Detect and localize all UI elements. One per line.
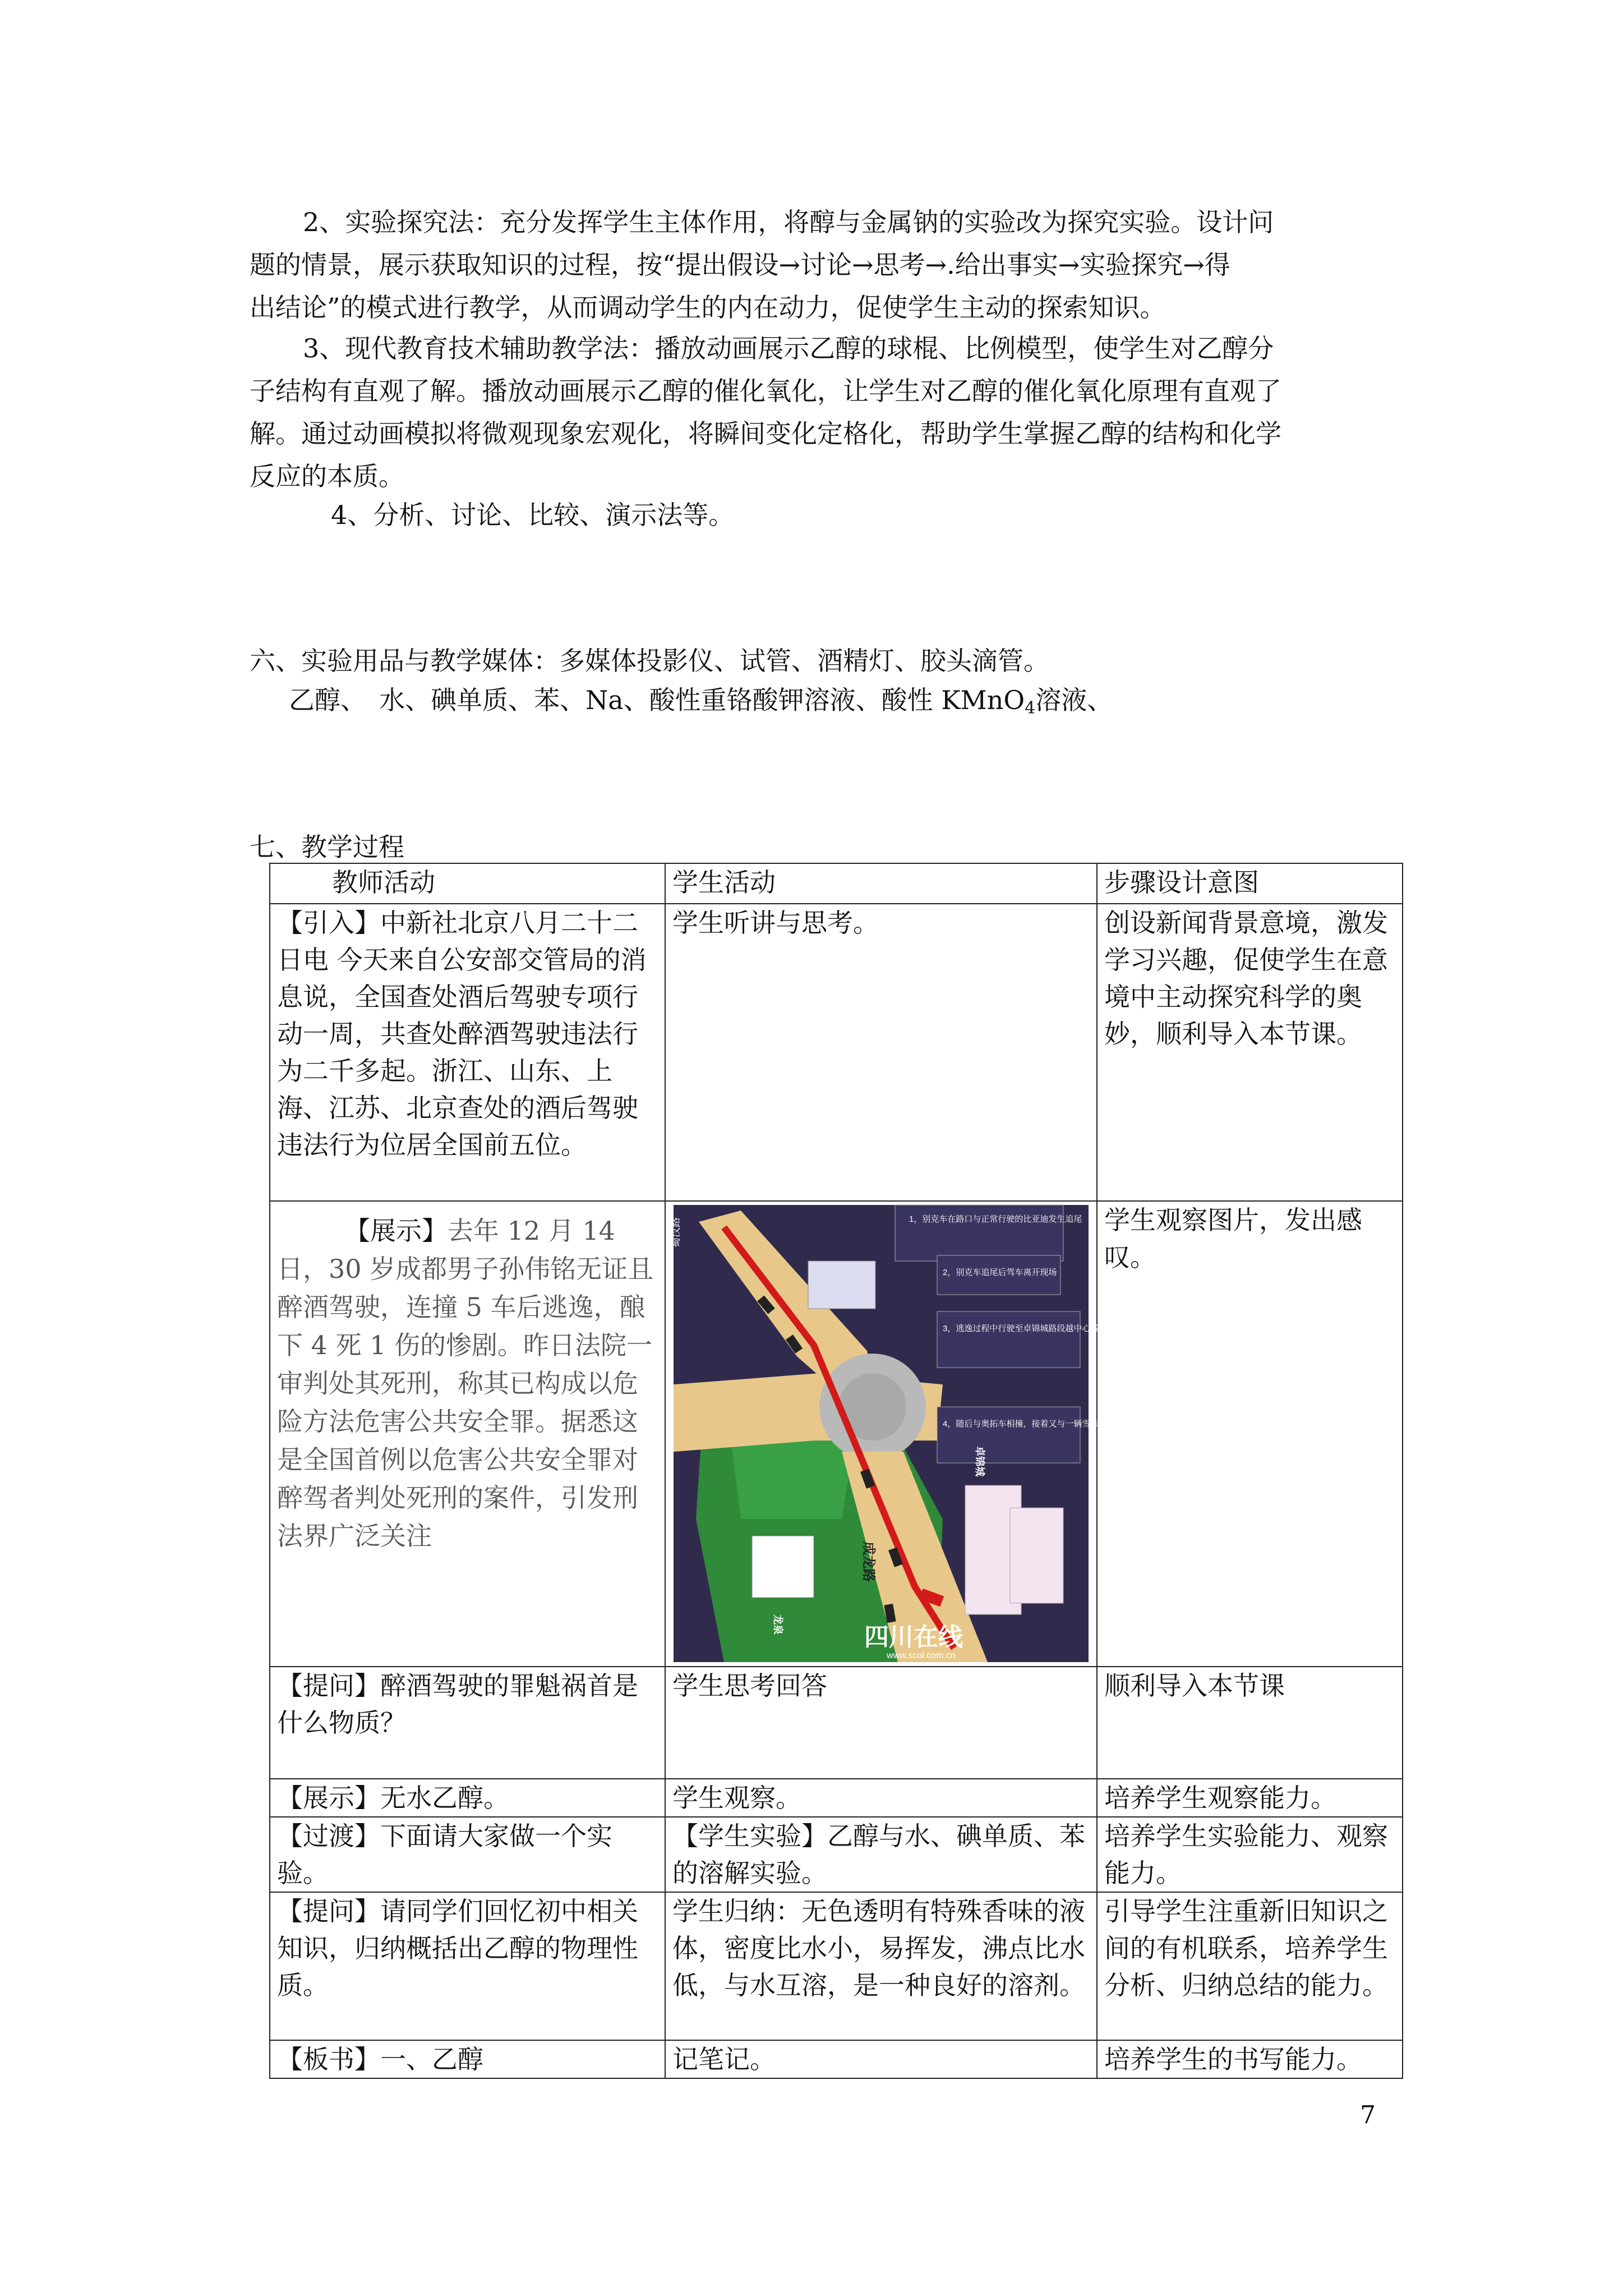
table-row xyxy=(270,1779,1403,1817)
section-6-heading: 六、实验用品与教学媒体：多媒体投影仪、试管、酒精灯、胶头滴管。 xyxy=(250,646,1049,676)
table-row xyxy=(270,1892,1403,2040)
cell-intent: 创设新闻背景意境，激发学习兴趣，促使学生在意境中主动探究科学的奥妙，顺利导入本节课。 xyxy=(1097,904,1403,1201)
cell-teacher: 【引入】中新社北京八月二十二日电 今天来自公安部交管局的消息说，全国查处酒后驾驶专项行动一周，共查处醉酒驾驶违法行为二千多起。浙江、山东、上海、江苏、北京查处的酒后驾驶违法行为位居全国前五位。 xyxy=(270,904,665,1201)
header-teacher: 教师活动 xyxy=(270,863,665,904)
method-item-4 xyxy=(250,494,1382,536)
cell-student: 【学生实验】乙醇与水、碘单质、苯的溶解实验。 xyxy=(665,1817,1097,1892)
cell-teacher: 【展示】无水乙醇。 xyxy=(270,1779,665,1817)
method-item-2 xyxy=(250,201,1382,329)
cell-intent: 培养学生实验能力、观察能力。 xyxy=(1097,1817,1403,1892)
show-tag: 【展示】 xyxy=(344,1216,448,1246)
text-line: 子结构有直观了解。播放动画展示乙醇的催化氧化，让学生对乙醇的催化氧化原理有直观了 xyxy=(250,376,1281,406)
text-line: 出结论”的模式进行教学，从而调动学生的内在动力，促使学生主动的探索知识。 xyxy=(250,292,1166,323)
cell-teacher xyxy=(270,1201,665,1667)
table-row xyxy=(270,1667,1403,1779)
cell-student xyxy=(665,1201,1217,1667)
header-intent: 步骤设计意图 xyxy=(1097,863,1403,904)
cell-student: 学生听讲与思考。 xyxy=(665,904,1097,1201)
cell-teacher: 【提问】请同学们回忆初中相关知识，归纳概括出乙醇的物理性质。 xyxy=(270,1892,665,2040)
table-row xyxy=(270,1817,1403,1892)
map-note: 3，逃逸过程中行驶至卓锦城路段越中心线与相对方向行驶的长安奔奔相撞 xyxy=(943,1324,1217,1333)
cell-student: 学生归纳：无色透明有特殊香味的液体，密度比水小，易挥发，沸点比水低，与水互溶，是一种良好的溶剂。 xyxy=(665,1892,1097,2040)
teaching-process-table xyxy=(269,863,1403,2079)
cell-intent: 引导学生注重新旧知识之间的有机联系，培养学生分析、归纳总结的能力。 xyxy=(1097,1892,1403,2040)
text-line: 解。通过动画模拟将微观现象宏观化，将瞬间变化定格化，帮助学生掌握乙醇的结构和化学 xyxy=(250,418,1281,449)
section-7-heading: 七、教学过程 xyxy=(250,832,404,862)
cell-intent: 学生观察图片，发出感叹。 xyxy=(1097,1201,1403,1667)
cell-teacher: 【过渡】下面请大家做一个实验。 xyxy=(270,1817,665,1892)
text-line: 2、实验探究法：充分发挥学生主体作用，将醇与金属钠的实验改为探究实验。设计问 xyxy=(303,207,1274,237)
table-row xyxy=(270,2040,1403,2078)
materials-text-end: 溶液、 xyxy=(1035,685,1113,715)
road-label-bottom: 龙泉 xyxy=(772,1614,783,1635)
materials-line xyxy=(289,683,1113,725)
text-line: 反应的本质。 xyxy=(250,461,404,491)
map-watermark: 四川在线 xyxy=(864,1623,963,1651)
table-row xyxy=(270,904,1403,1201)
cell-intent: 培养学生观察能力。 xyxy=(1097,1779,1403,1817)
road-label-main: 成龙路 xyxy=(861,1542,876,1582)
cell-student: 记笔记。 xyxy=(665,2040,1097,2078)
header-student: 学生活动 xyxy=(665,863,1097,904)
table-row xyxy=(270,1201,1403,1667)
cell-intent: 培养学生的书写能力。 xyxy=(1097,2040,1403,2078)
text-line: 题的情景，展示获取知识的过程，按“提出假设→讨论→思考→.给出事实→实验探究→得 xyxy=(250,250,1230,280)
text-line: 3、现代教育技术辅助教学法：播放动画展示乙醇的球棍、比例模型，使学生对乙醇分 xyxy=(303,333,1274,364)
cell-student: 学生思考回答 xyxy=(665,1667,1097,1779)
method-item-3 xyxy=(250,327,1382,498)
page-number: 7 xyxy=(1360,2101,1376,2129)
materials-subscript: 4 xyxy=(1025,698,1036,718)
text-line: 4、分析、讨论、比较、演示法等。 xyxy=(331,500,735,530)
cell-teacher: 【板书】一、乙醇 xyxy=(270,2040,665,2078)
cell-intent: 顺利导入本节课 xyxy=(1097,1667,1403,1779)
materials-text: 乙醇、 水、碘单质、苯、Na、酸性重铬酸钾溶液、酸性 KMnO xyxy=(289,685,1025,715)
accident-map-illustration xyxy=(670,1205,1217,1662)
map-watermark-url: www.scol.com.cn xyxy=(887,1651,956,1660)
map-note: 2，别克车追尾后驾车离开现场 xyxy=(943,1268,1057,1277)
building-label: 卓锦城 xyxy=(974,1446,985,1476)
table-header-row xyxy=(270,863,1403,904)
cell-student: 学生观察。 xyxy=(665,1779,1097,1817)
road-label-top: 蜀汉路 xyxy=(670,1217,681,1248)
map-note: 4，随后与奥拓车相撞，接着又与一辆雪铁龙发生擦挂，与QQ车相撞 xyxy=(943,1419,1196,1429)
show-text: 去年 12 月 14 日，30 岁成都男子孙伟铭无证且醉酒驾驶，连撞 5 车后逃逸，酿下 4 死 1 伤的惨剧。昨日法院一审判处其死刑，称其已构成以危险方法危害公共安全罪。据悉这是全国首例以危害公共安全罪对醉驾者判处死刑的案件，引发刑法界广泛关注 xyxy=(277,1216,654,1551)
cell-teacher: 【提问】醉酒驾驶的罪魁祸首是什么物质？ xyxy=(270,1667,665,1779)
map-note: 1，别克车在路口与正常行驶的比亚迪发生追尾 xyxy=(909,1214,1082,1224)
